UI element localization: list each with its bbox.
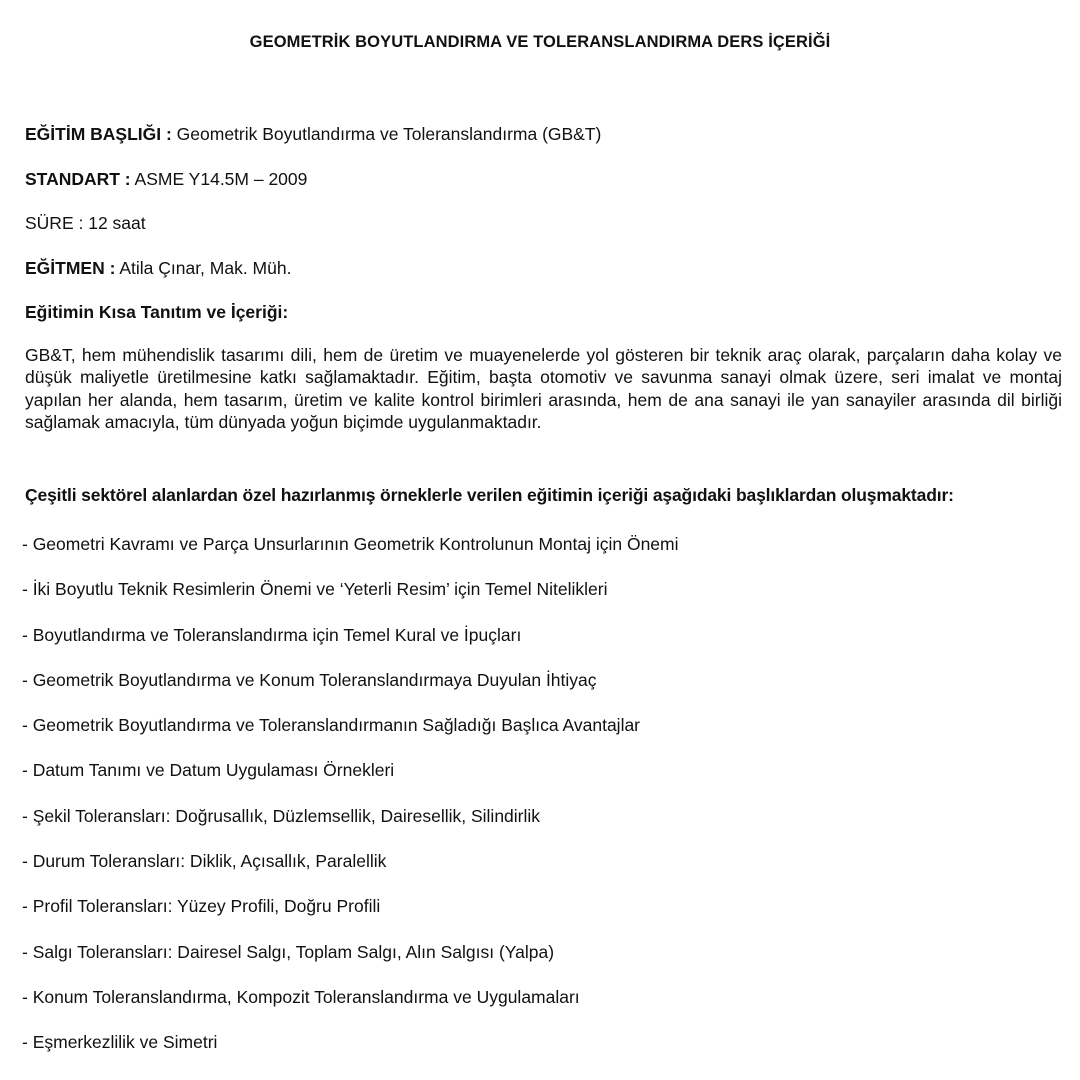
- course-title-value: Geometrik Boyutlandırma ve Toleranslandırma (GB&T): [171, 124, 602, 144]
- topic-list: [22, 534, 679, 1078]
- topic-item: - Geometrik Boyutlandırma ve Konum Toleranslandırmaya Duyulan İhtiyaç: [22, 669, 597, 690]
- standard-field: [25, 169, 307, 190]
- instructor-label: EĞİTMEN :: [25, 258, 116, 278]
- topic-item: - Geometri Kavramı ve Parça Unsurlarının Geometrik Kontrolunun Montaj için Önemi: [22, 534, 679, 554]
- course-title-label: EĞİTİM BAŞLIĞI :: [25, 124, 172, 144]
- topic-item: - Eşmerkezlilik ve Simetri: [22, 1032, 218, 1053]
- standard-label: STANDART :: [25, 169, 131, 189]
- topic-item: - Boyutlandırma ve Toleranslandırma için Temel Kural ve İpuçları: [22, 624, 522, 645]
- intro-heading: Eğitimin Kısa Tanıtım ve İçeriği:: [25, 302, 289, 322]
- standard-value: ASME Y14.5M – 2009: [130, 169, 308, 189]
- topic-item: - Şekil Toleransları: Doğrusallık, Düzlemsellik, Dairesellik, Silindirlik: [22, 805, 541, 826]
- topics-heading: Çeşitli sektörel alanlardan özel hazırlanmış örneklerle verilen eğitimin içeriği aşağıdaki başlıklardan oluşmaktadır:: [25, 485, 954, 505]
- document-title: GEOMETRİK BOYUTLANDIRMA VE TOLERANSLANDIRMA DERS İÇERİĞİ: [249, 33, 831, 51]
- topic-item: - Geometrik Boyutlandırma ve Toleranslandırmanın Sağladığı Başlıca Avantajlar: [22, 715, 641, 736]
- topic-item: - İki Boyutlu Teknik Resimlerin Önemi ve ‘Yeterli Resim’ için Temel Nitelikleri: [22, 579, 608, 600]
- topic-item: - Salgı Toleransları: Dairesel Salgı, Toplam Salgı, Alın Salgısı (Yalpa): [22, 941, 555, 962]
- instructor-field: [25, 258, 291, 279]
- duration-value: SÜRE : 12 saat: [25, 213, 146, 233]
- duration-field: [25, 213, 146, 234]
- intro-paragraph: GB&T, hem mühendislik tasarımı dili, hem de üretim ve muayenelerde yol gösteren bir teknik araç olarak, parçaların daha kolay ve düşük maliyetle üretilmesine katkı sağlamaktadır. Eğitim, başta otomotiv ve savunma sanayi olmak üzere, seri imalat ve montaj yapılan her alanda, hem tasarım, üretim ve kalite kontrol birimleri arasında, hem de ana sanayi ile yan sanayiler arasında dil birliği sağlamak amacıyla, tüm dünyada yoğun biçimde uygulanmaktadır.: [25, 345, 1062, 432]
- instructor-value: Atila Çınar, Mak. Müh.: [115, 258, 292, 278]
- topic-item: - Datum Tanımı ve Datum Uygulaması Örnekleri: [22, 760, 395, 781]
- topic-item: - Konum Toleranslandırma, Kompozit Toleranslandırma ve Uygulamaları: [22, 986, 580, 1007]
- topic-item: - Profil Toleransları: Yüzey Profili, Doğru Profili: [22, 896, 381, 917]
- topic-item: - Durum Toleransları: Diklik, Açısallık, Paralellik: [22, 851, 387, 872]
- course-title-field: [25, 124, 601, 145]
